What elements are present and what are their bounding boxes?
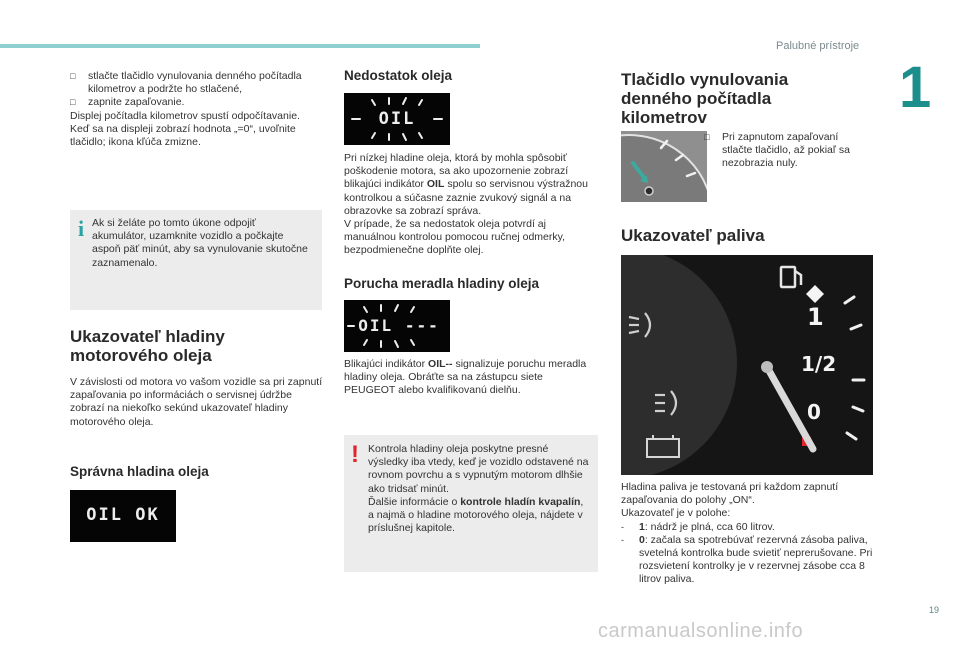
heading-oil-gauge-fault: Porucha meradla hladiny oleja [344, 276, 540, 291]
info-box [70, 210, 322, 310]
list-item: - 1: nádrž je plná, cca 60 litrov. [621, 520, 775, 533]
page-number: 19 [929, 605, 940, 615]
check-box-icon: □ [70, 71, 76, 81]
reset-steps [70, 70, 325, 149]
list-item: □ zapnite zapaľovanie. [70, 96, 185, 109]
warning-text: Kontrola hladiny oleja poskytne presné výsledky iba vtedy, keď je vozidlo odstavené na rovnom povrchu a s vypnutým motorom dlhšie ako tridsať minút. Ďalšie informácie o kontrole hladín kvapalín, a najmä o hladine motorového oleja, nájdete v príslušnej kapitole. [368, 443, 589, 535]
gauge-label-full: 1 [807, 303, 824, 331]
low-oil-text: Pri nízkej hladine oleja, ktorá by mohla spôsobiť poškodenie motora, sa ako upozornenie zobrazí blikajúci indikátor OIL spolu so servisnou výstražnou kontrolkou a súčasne zaznie zvukový signál a na obrazovke sa zobrazí správa. V prípade, že sa nedostatok oleja potvrdí aj manuálnou kontrolou pomocou ručnej odmerky, bezpodmienečne doplňte olej. [344, 152, 588, 257]
check-box-icon: □ [704, 132, 710, 142]
heading-trip-reset-button: Tlačidlo vynulovania denného počítadla kilometrov [621, 70, 789, 127]
fuel-gauge-illustration [621, 255, 873, 475]
oil-fault-text: Blikajúci indikátor OIL-- signalizuje poruchu meradla hladiny oleja. Obráťte sa na zástupcu siete PEUGEOT alebo kvalifikovanú dielňu. [344, 358, 587, 397]
check-box-icon: □ [70, 97, 76, 108]
oil-ok-display [70, 490, 176, 542]
heading-low-oil: Nedostatok oleja [344, 68, 453, 83]
paragraph: Keď sa na displeji zobrazí hodnota „=0“, uvoľnite tlačidlo; ikona kľúča zmizne. [70, 122, 296, 149]
heading-fuel-gauge: Ukazovateľ paliva [621, 226, 765, 245]
list-item: □ Pri zapnutom zapaľovaní stlačte tlačidlo, až pokiaľ sa nezobrazia nuly. [704, 131, 850, 170]
oil-level-text: V závislosti od motora vo vašom vozidle sa pri zapnutí zapaľovania po informáciách o servisnej údržbe zobrazí na niekoľko sekúnd ukazovateľ hladiny motorového oleja. [70, 376, 323, 428]
info-icon: i [78, 216, 85, 241]
fuel-text: Hladina paliva je testovaná pri každom zapnutí zapaľovania do polohy „ON“. Ukazovateľ je v polohe: - 1: nádrž je plná, cca 60 litrov. - 0: začala sa spotrebúvať rezervná zásoba paliva, svetelná kontrolka bude svietiť neprerušovane. Pri rozsvietení kontrolky je v rezervnej zásobe cca 8 litrov paliva. [621, 481, 873, 586]
gauge-needle-hub [761, 361, 773, 373]
watermark: carmanualsonline.info [598, 620, 804, 642]
oil-low-display [344, 93, 450, 145]
chapter-tab-number: 1 [899, 55, 932, 120]
warning-box [344, 435, 598, 572]
info-text: Ak si želáte po tomto úkone odpojiť akumulátor, uzamknite vozidlo a počkajte aspoň päť minút, aby sa vynulovanie skutočne zaznamenalo. [92, 217, 308, 269]
paragraph: Displej počítadla kilometrov spustí odpočítavanie. [70, 109, 300, 122]
display-text: OIL OK [86, 505, 160, 525]
reset-button-illustration [621, 131, 710, 202]
oil-fault-display [344, 300, 450, 352]
list-item: □ stlačte tlačidlo vynulovania denného počítadla kilometrov a podržte ho stlačené, [70, 70, 302, 96]
display-text: OIL --- [358, 316, 440, 335]
heading-oil-level-indicator: Ukazovateľ hladiny motorového oleja [70, 327, 225, 365]
display-text: OIL [378, 109, 416, 129]
section-title: Palubné prístroje [776, 40, 860, 52]
warning-exclamation-icon: ! [351, 441, 359, 468]
heading-correct-oil-level: Správna hladina oleja [70, 464, 209, 479]
odometer-button-icon [621, 131, 710, 202]
gauge-label-half: 1/2 [801, 352, 837, 376]
header-accent-bar [0, 44, 480, 48]
fuel-gauge-dial [621, 255, 873, 475]
gauge-label-empty: 0 [807, 400, 821, 424]
list-item: - 0: začala sa spotrebúvať rezervná zásoba paliva, svetelná kontrolka bude svietiť neprerušovane. Pri rozsvietení kontrolky je v rezervnej zásobe cca 8 litrov paliva. [621, 533, 873, 586]
